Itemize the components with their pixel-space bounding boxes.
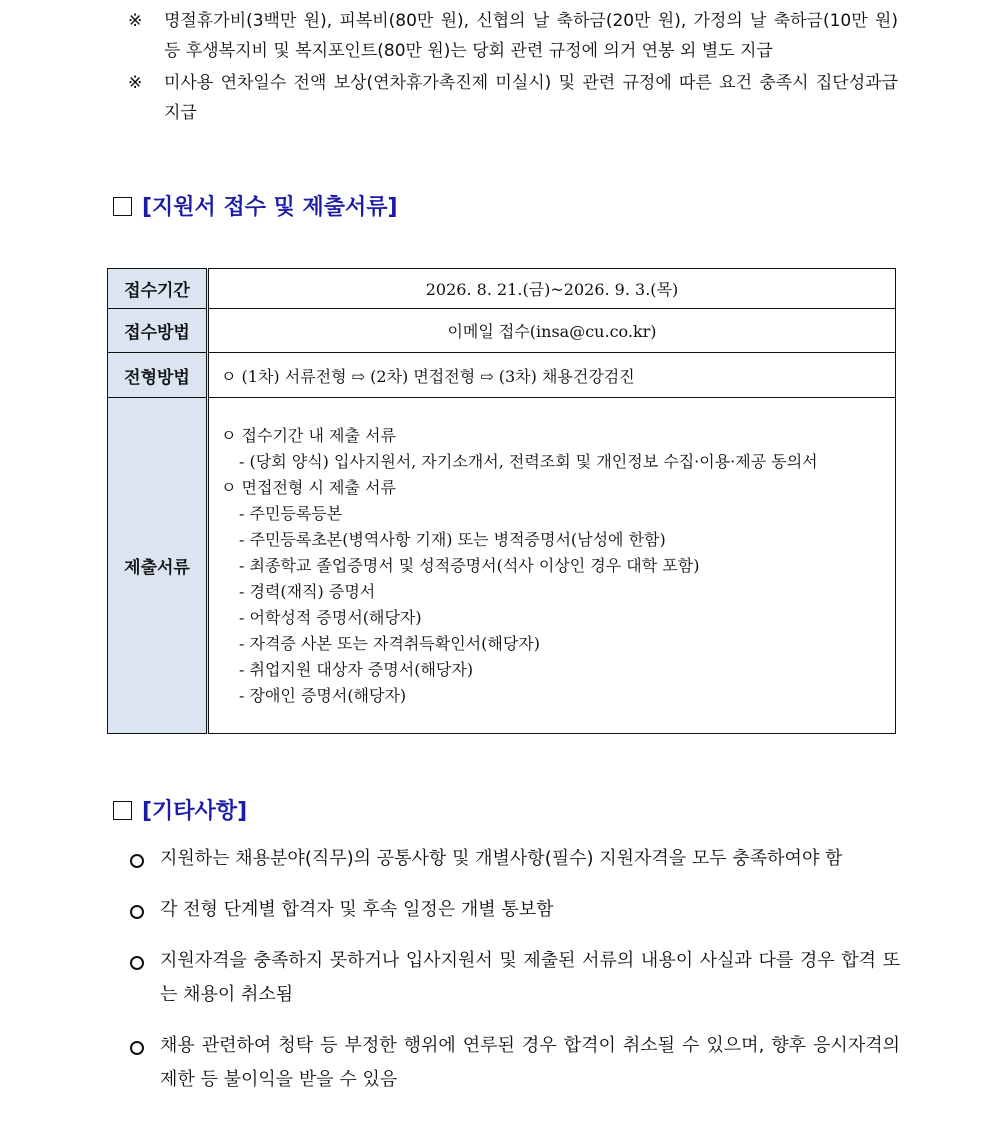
process-value: ㅇ (1차) 서류전형 ⇨ (2차) 면접전형 ⇨ (3차) 채용건강검진 xyxy=(208,353,896,398)
process-label: 전형방법 xyxy=(108,353,208,398)
section-heading-application xyxy=(113,190,398,221)
list-item xyxy=(130,842,900,876)
list-item-text: 각 전형 단계별 합격자 및 후속 일정은 개별 통보함 xyxy=(160,899,554,920)
docs-item: - (당회 양식) 입사지원서, 자기소개서, 전력조회 및 개인정보 수집·이용·제공 동의서 xyxy=(239,451,818,471)
docs-item: - 장애인 증명서(해당자) xyxy=(239,685,407,705)
docs-item: - 어학성적 증명서(해당자) xyxy=(239,607,422,627)
section-heading-text: [지원서 접수 및 제출서류] xyxy=(142,195,398,220)
table-row xyxy=(108,398,896,734)
circle-bullet-icon xyxy=(130,905,144,919)
docs-item: - 취업지원 대상자 증명서(해당자) xyxy=(239,659,474,679)
period-value: 2026. 8. 21.(금)~2026. 9. 3.(목) xyxy=(208,269,896,309)
note-item xyxy=(128,6,898,66)
docs-item: - 자격증 사본 또는 자격취득확인서(해당자) xyxy=(239,633,540,653)
period-label: 접수기간 xyxy=(108,269,208,309)
docs-item: - 주민등록초본(병역사항 기재) 또는 병적증명서(남성에 한함) xyxy=(239,529,666,549)
list-item xyxy=(130,944,900,1012)
section-heading-text: [기타사항] xyxy=(142,799,248,824)
list-item xyxy=(130,1029,900,1097)
docs-item: - 최종학교 졸업증명서 및 성적증명서(석사 이상인 경우 대학 포함) xyxy=(239,555,700,575)
notes-section xyxy=(128,6,898,130)
docs-group-title: ㅇ 접수기간 내 제출 서류 xyxy=(221,425,396,445)
note-item xyxy=(128,68,898,128)
table-row xyxy=(108,353,896,398)
circle-bullet-icon xyxy=(130,854,144,868)
docs-label: 제출서류 xyxy=(108,398,208,734)
method-value: 이메일 접수(insa@cu.co.kr) xyxy=(208,309,896,353)
list-item-text: 지원하는 채용분야(직무)의 공통사항 및 개별사항(필수) 지원자격을 모두 충족하여야 함 xyxy=(160,848,843,869)
table-row xyxy=(108,309,896,353)
checkbox-square-icon xyxy=(113,197,132,216)
circle-bullet-icon xyxy=(130,1041,144,1055)
docs-item: - 경력(재직) 증명서 xyxy=(239,581,376,601)
list-item xyxy=(130,893,900,927)
section-heading-other xyxy=(113,794,247,825)
circle-bullet-icon xyxy=(130,956,144,970)
other-items-list xyxy=(130,842,900,1114)
note-text: 명절휴가비(3백만 원), 피복비(80만 원), 신협의 날 축하금(20만 원), 가정의 날 축하금(10만 원) 등 후생복지비 및 복지포인트(80만 원)는 당회 관련 규정에 의거 연봉 외 별도 지급 xyxy=(164,11,898,61)
docs-value xyxy=(208,398,896,734)
note-text: 미사용 연차일수 전액 보상(연차휴가촉진제 미실시) 및 관련 규정에 따른 요건 충족시 집단성과급 지급 xyxy=(164,73,898,123)
list-item-text: 채용 관련하여 청탁 등 부정한 행위에 연루된 경우 합격이 취소될 수 있으며, 향후 응시자격의 제한 등 불이익을 받을 수 있음 xyxy=(160,1035,900,1090)
list-item-text: 지원자격을 충족하지 못하거나 입사지원서 및 제출된 서류의 내용이 사실과 다를 경우 합격 또는 채용이 취소됨 xyxy=(160,950,900,1005)
application-info-table xyxy=(107,268,896,734)
table-row xyxy=(108,269,896,309)
method-label: 접수방법 xyxy=(108,309,208,353)
docs-item: - 주민등록등본 xyxy=(239,503,343,523)
checkbox-square-icon xyxy=(113,801,132,820)
note-mark: ※ xyxy=(128,73,143,93)
note-mark: ※ xyxy=(128,11,143,31)
docs-group-title: ㅇ 면접전형 시 제출 서류 xyxy=(221,477,396,497)
